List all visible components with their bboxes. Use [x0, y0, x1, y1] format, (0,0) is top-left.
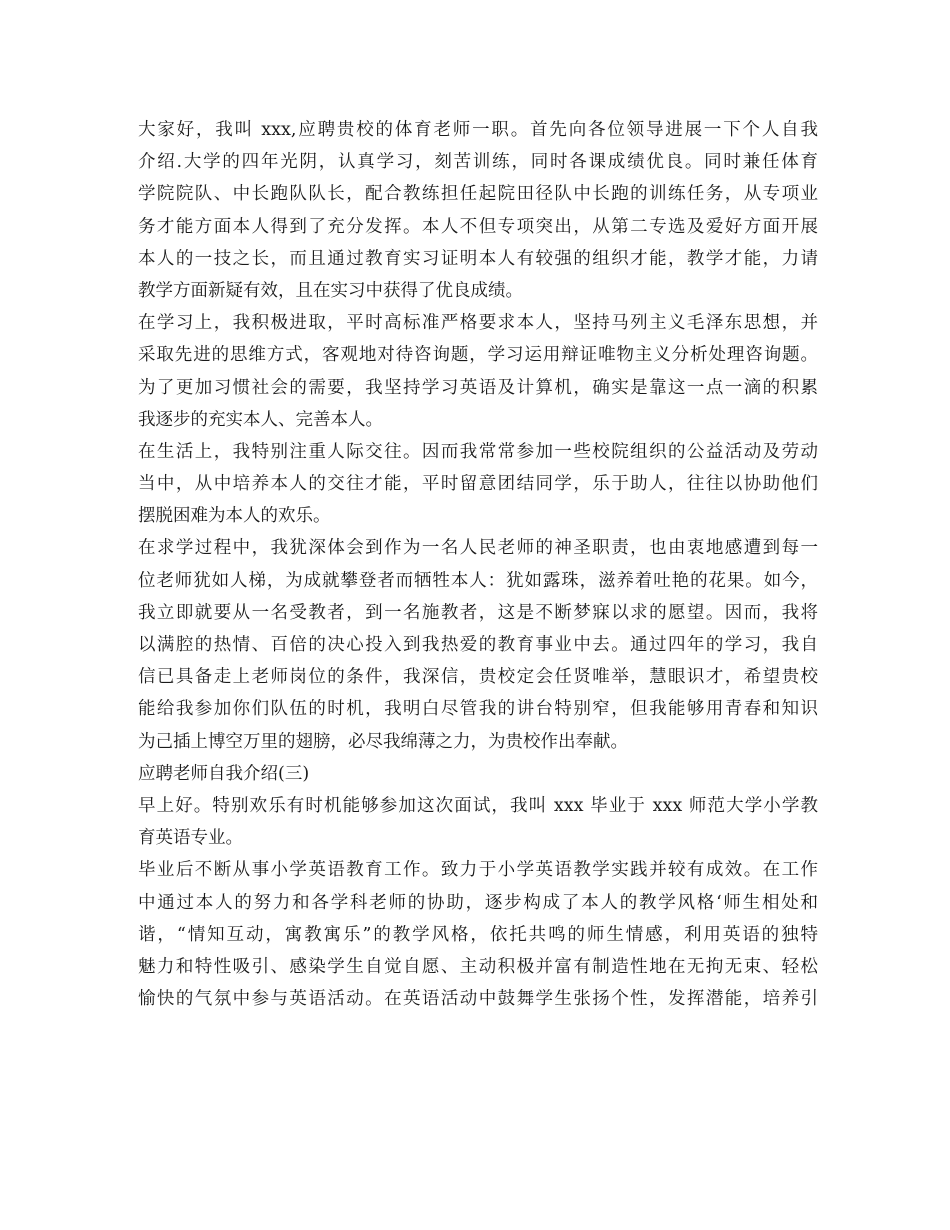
text-line: 信已具备走上老师岗位的条件，我深信，贵校定会任贤唯举，慧眼识才，希望贵校 [138, 667, 818, 688]
text-line: 以满腔的热情、百倍的决心投入到我热爱的教育事业中去。通过四年的学习，我自 [138, 635, 818, 655]
text-line: 为了更加习惯社会的需要，我坚持学习英语及计算机，确实是靠这一点一滴的积累 [138, 377, 818, 398]
text-line: 大家好，我叫 xxx,应聘贵校的体育老师一职。首先向各位领导进展一下个人自我 [138, 120, 818, 140]
text-line: 应聘老师自我介绍(三) [138, 763, 310, 784]
text-line: 毕业后不断从事小学英语教育工作。致力于小学英语教学实践并较有成效。在工作 [138, 860, 818, 881]
text-line: 务才能方面本人得到了充分发挥。本人不但专项突出，从第二专选及爱好方面开展 [138, 216, 818, 237]
text-line: 早上好。特别欢乐有时机能够参加这次面试，我叫 xxx 毕业于 xxx 师范大学小学教 [138, 795, 818, 816]
text-line: 在求学过程中，我犹深体会到作为一名人民老师的神圣职责，也由衷地感遭到每一 [138, 538, 818, 559]
text-line: 愉快的气氛中参与英语活动。在英语活动中鼓舞学生张扬个性，发挥潜能，培养引 [138, 989, 818, 1010]
text-line: 位老师犹如人梯，为成就攀登者而牺牲本人：犹如露珠，滋养着吐艳的花果。如今， [138, 570, 818, 591]
text-line: 教学方面新疑有效，且在实习中获得了优良成绩。 [138, 280, 523, 301]
text-line: 育英语专业。 [138, 828, 243, 849]
text-line: 魅力和特性吸引、感染学生自觉自愿、主动积极并富有制造性地在无拘无束、轻松 [138, 956, 818, 977]
document-body [138, 114, 818, 1015]
text-line: 能给我参加你们队伍的时机，我明白尽管我的讲台特别窄，但我能够用青春和知识 [138, 699, 818, 720]
text-line: 在学习上，我积极进取，平时高标准严格要求本人，坚持马列主义毛泽东思想，并 [138, 313, 818, 334]
text-line: 本人的一技之长，而且通过教育实习证明本人有较强的组织才能，教学才能，力请 [138, 248, 818, 269]
text-line: 当中，从中培养本人的交往才能，平时留意团结同学，乐于助人，往往以协助他们 [138, 474, 818, 495]
text-line: 学院院队、中长跑队队长，配合教练担任起院田径队中长跑的训练任务，从专项业 [138, 184, 818, 205]
text-line: 中通过本人的努力和各学科老师的协助，逐步构成了本人的教学风格‘师生相处和 [138, 892, 818, 913]
text-line: 在生活上，我特别注重人际交往。因而我常常参加一些校院组织的公益活动及劳动 [138, 441, 818, 462]
text-line: 我立即就要从一名受教者，到一名施教者，这是不断梦寐以求的愿望。因而，我将 [138, 602, 818, 623]
text-line: 介绍.大学的四年光阴，认真学习，刻苦训练，同时各课成绩优良。同时兼任体育 [138, 152, 818, 173]
text-line: 为己插上博空万里的翅膀，必尽我绵薄之力，为贵校作出奉献。 [138, 731, 628, 752]
text-line: 摆脱困难为本人的欢乐。 [138, 506, 331, 527]
text-line: 谐，“情知互动，寓教寓乐”的教学风格，依托共鸣的师生情感，利用英语的独特 [138, 924, 818, 945]
text-line: 我逐步的充实本人、完善本人。 [138, 409, 383, 430]
text-line: 采取先进的思维方式，客观地对待咨询题，学习运用辩证唯物主义分析处理咨询题。 [138, 345, 818, 366]
